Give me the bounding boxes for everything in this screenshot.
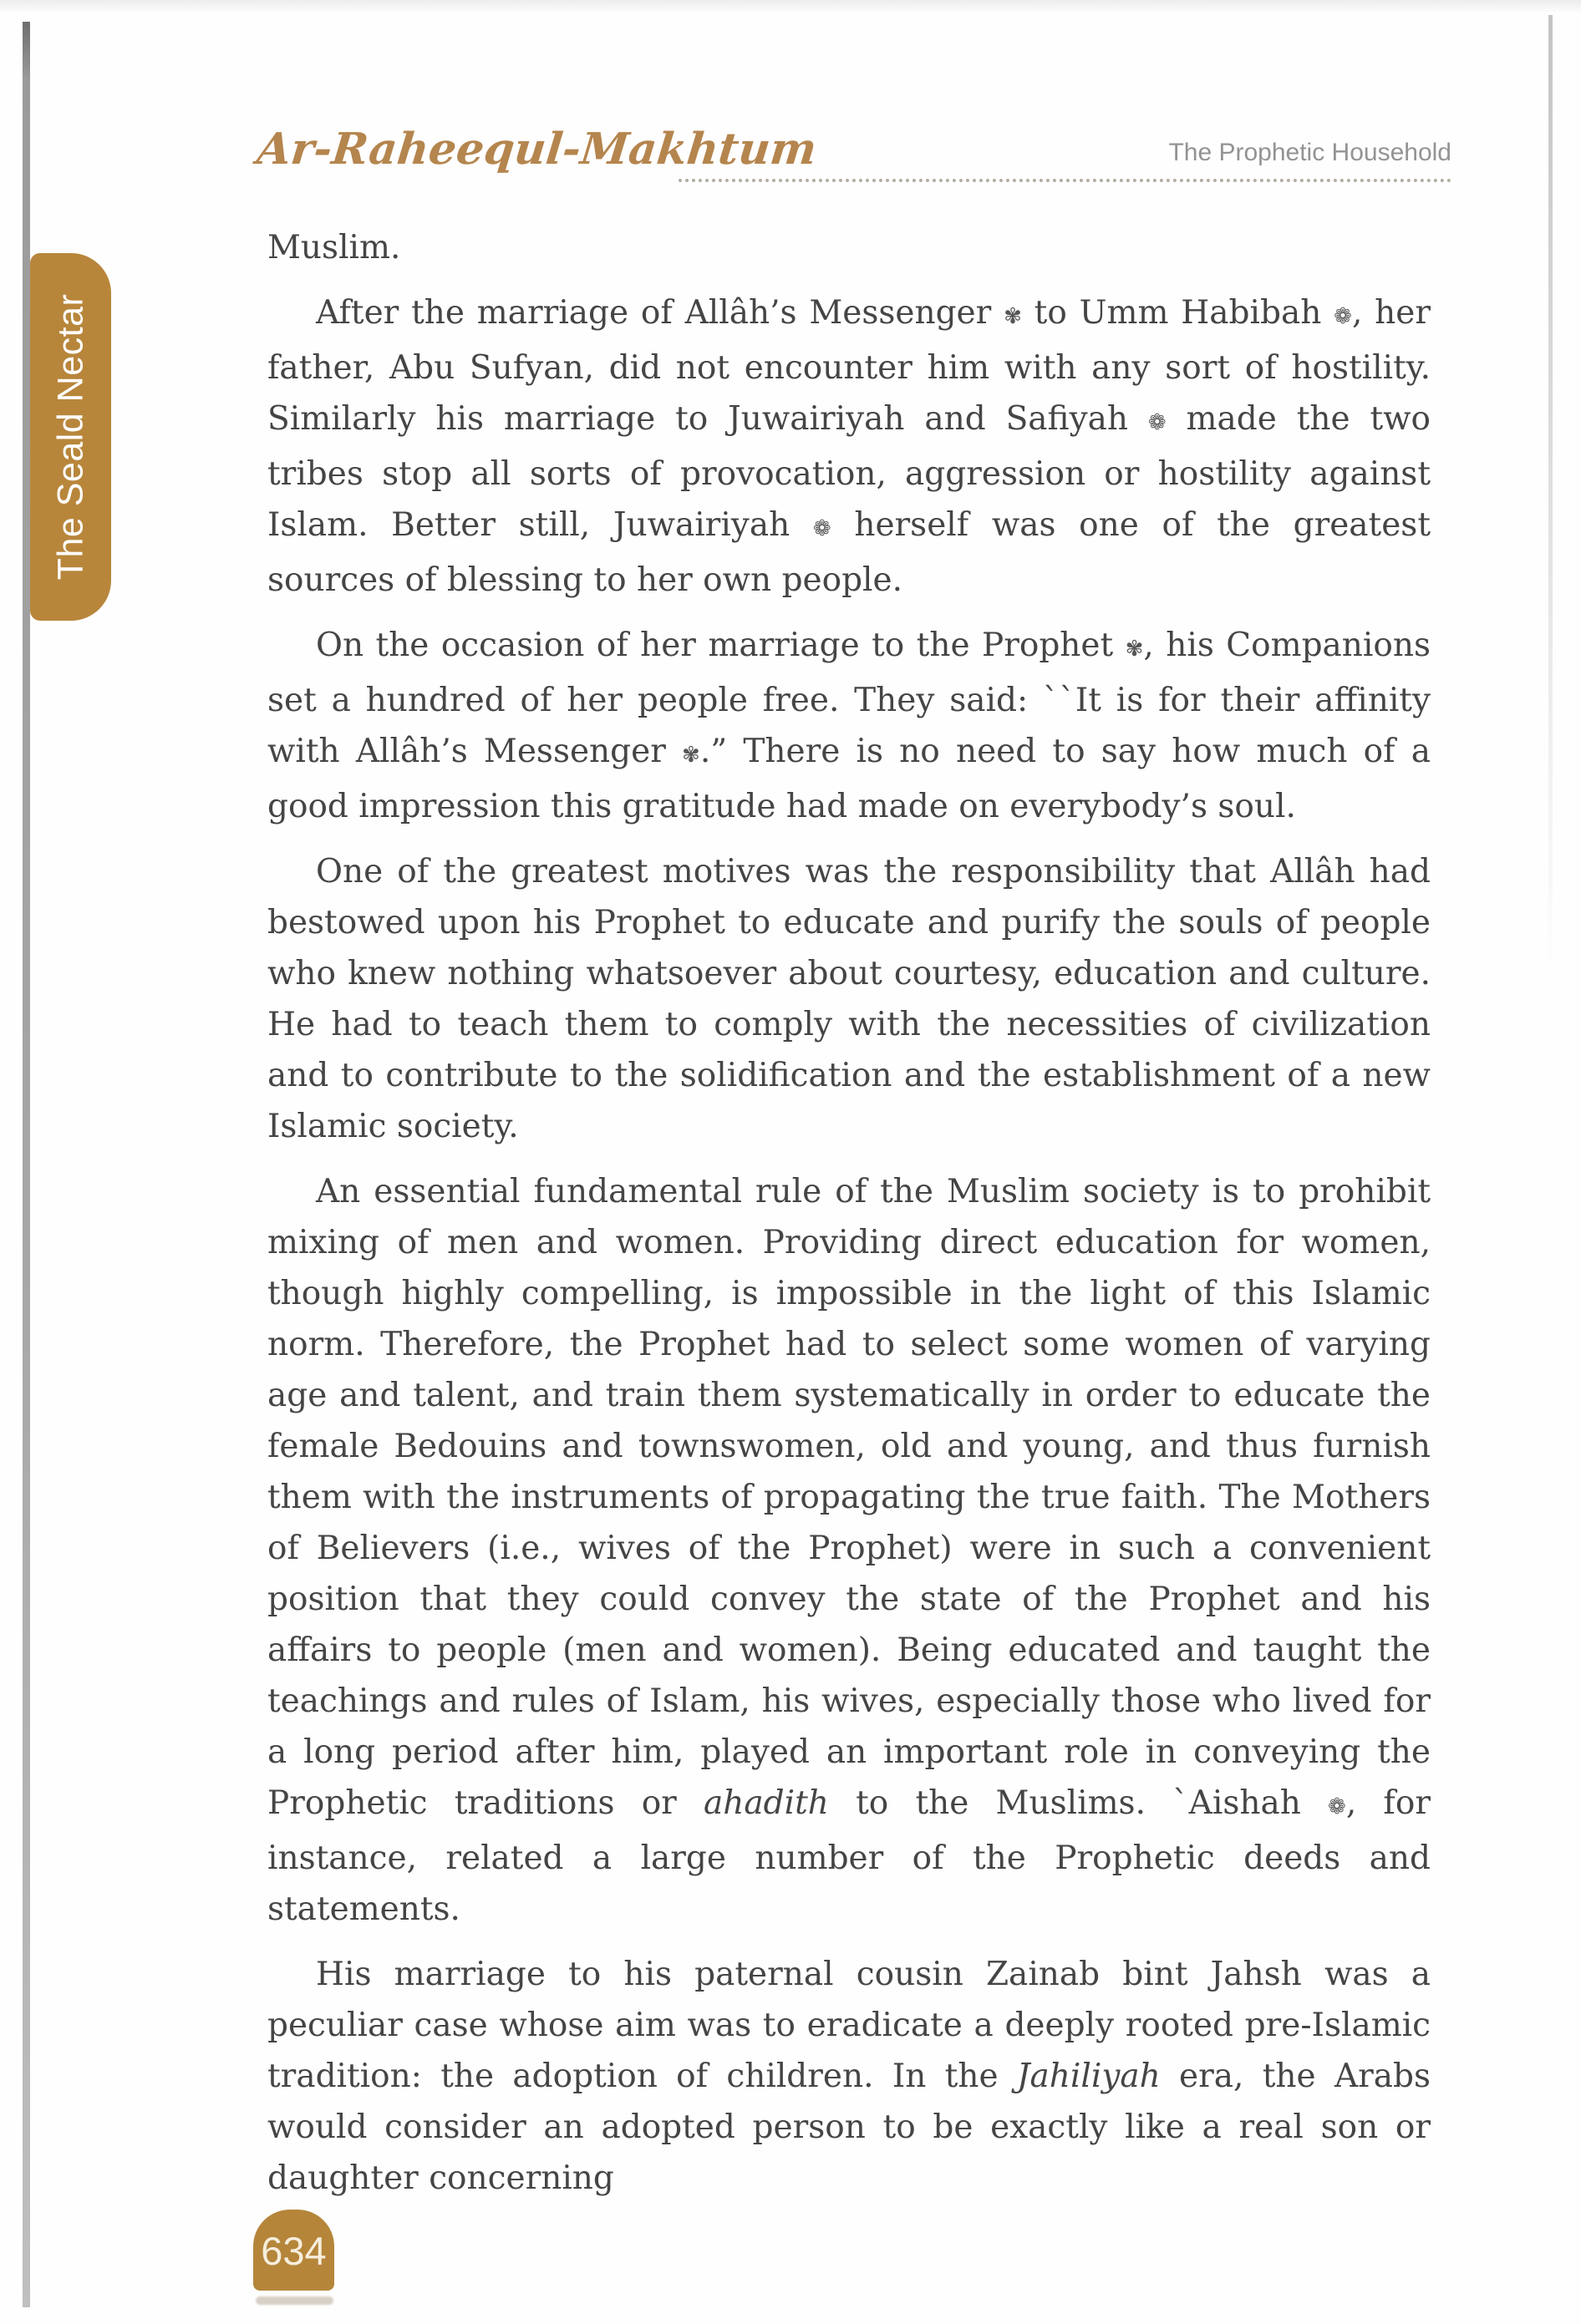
text-run: An essential fundamental rule of the Muslim society is to prohibit mixing of men and women. Providing direct education for women, though highly compelling, is impossible in the light of this Islamic norm. Therefore, the Prophet had to select some women of varying age and talent, and train them systematically in order to educate the female Bedouins and townswomen, old and young, and thus furnish them with the instruments of propagating the true faith. The Mothers of Believers (i.e., wives of the Prophet) were in such a convenient position that they could convey the state of the Prophet and his affairs to people (men and women). Being educated and taught the teachings and rules of Islam, his wives, especially those who lived for a long period after him, played an important role in conveying the Prophetic traditions or xyxy=(267,1173,1431,1822)
header-dotted-rule xyxy=(679,154,1451,182)
side-tab xyxy=(30,253,111,621)
text-run: herself was one of the greatest sources of blessing to her own people. xyxy=(267,506,1431,599)
text-run: , his Companions set a hundred of her people free. They said: ``It is for their affinity with Allâh’s Messenger xyxy=(267,627,1431,770)
prophet-honorific-icon: ✾ xyxy=(1125,637,1144,662)
chapter-title: The Prophetic Household xyxy=(1168,139,1451,166)
text-run: era, the Arabs would consider an adopted person to be exactly like a real son or daughter concerning xyxy=(267,2058,1431,2197)
text-run: made the two tribes stop all sorts of provocation, aggression or hostility against Islam. Better still, Juwairiyah xyxy=(267,400,1431,544)
body-paragraph xyxy=(267,1949,1431,2204)
body-paragraph xyxy=(267,846,1431,1152)
left-margin-line xyxy=(23,22,30,2307)
text-run: One of the greatest motives was the responsibility that Allâh had bestowed upon his Prophet to educate and purify the souls of people who knew nothing whatsoever about courtesy, education and culture. He had to teach them to comply with the necessities of civilization and to contribute to the solidification and the establishment of a new Islamic society. xyxy=(267,853,1431,1145)
body-paragraph xyxy=(267,1166,1431,1935)
page-badge-shadow xyxy=(256,2296,333,2305)
text-run: to the Muslims. `Aishah xyxy=(828,1784,1329,1822)
text-run: , for instance, related a large number of the Prophetic deeds and statements. xyxy=(267,1784,1431,1928)
top-edge-shadow xyxy=(0,0,1581,13)
text-run: , her father, Abu Sufyan, did not encounter him with any sort of hostility. Similarly his marriage to Juwairiyah and Safiyah xyxy=(267,294,1431,438)
page-number-badge xyxy=(253,2210,334,2291)
text-run: ahadith xyxy=(704,1784,829,1822)
text-run: .” There is no need to say how much of a good impression this gratitude had made on everybody’s soul. xyxy=(267,733,1431,825)
body-paragraph xyxy=(267,620,1431,832)
text-run: On the occasion of her marriage to the Prophet xyxy=(316,627,1126,664)
prophet-honorific-icon: ✾ xyxy=(682,743,700,768)
text-run: His marriage to his paternal cousin Zainab bint Jahsh was a peculiar case whose aim was to eradicate a deeply rooted pre-Islamic tradition: the adoption of children. In the xyxy=(267,1956,1431,2095)
text-run: to Umm Habibah xyxy=(1021,294,1334,332)
text-run: Jahiliyah xyxy=(1016,2058,1161,2095)
text-run: After the marriage of Allâh’s Messenger xyxy=(316,294,1004,332)
body-text xyxy=(267,222,1431,2218)
side-tab-label: The Seald Nectar xyxy=(50,293,90,581)
companion-honorific-icon: ❁ xyxy=(1328,1794,1346,1819)
companion-honorific-icon: ❁ xyxy=(1147,410,1167,435)
companion-honorific-icon: ❁ xyxy=(812,516,831,541)
text-run: Muslim. xyxy=(267,229,401,266)
body-paragraph xyxy=(267,222,1431,273)
body-paragraph xyxy=(267,287,1431,606)
book-title-script: Ar-Raheequl-Makhtum xyxy=(254,124,820,175)
companion-honorific-icon: ❁ xyxy=(1334,304,1352,329)
prophet-honorific-icon: ✾ xyxy=(1004,304,1022,329)
page-number: 634 xyxy=(261,2229,327,2273)
right-margin-line xyxy=(1548,15,1553,976)
